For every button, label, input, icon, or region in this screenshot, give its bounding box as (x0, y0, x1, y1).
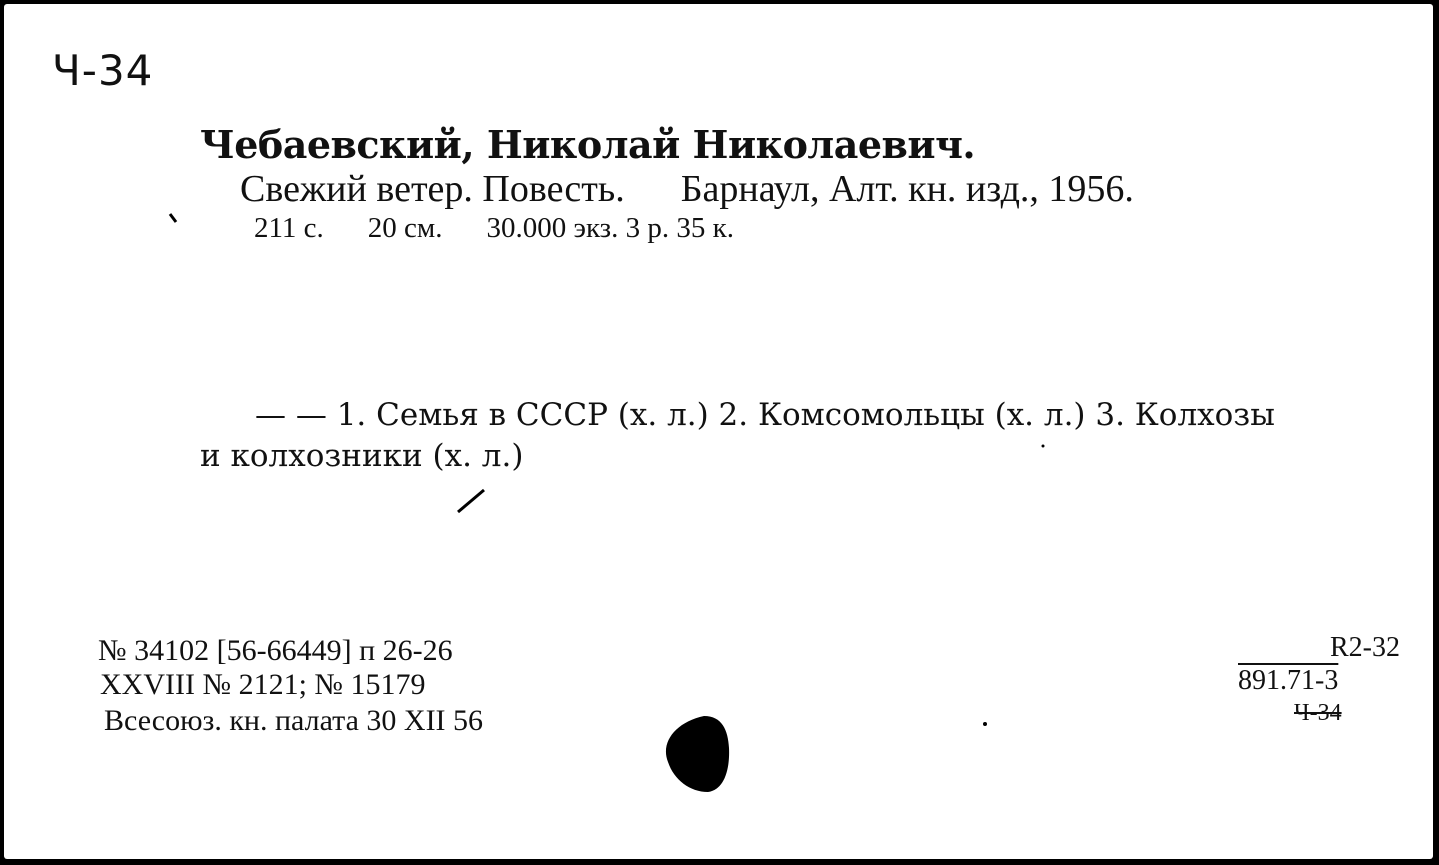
record-number-line: № 34102 [56-66449] п 26-26 (98, 634, 453, 667)
handwritten-call-number: Ч-34 (52, 46, 154, 95)
record-reference-line: XXVIII № 2121; № 15179 (100, 668, 426, 701)
classification-code-2: 891.71-3 (1238, 665, 1339, 696)
author-heading: Чебаевский, Николай Николаевич. (200, 122, 976, 167)
circulation-price: 30.000 экз. 3 р. 35 к. (486, 212, 734, 244)
classification-code-1: R2-32 (1330, 632, 1400, 663)
title-line (240, 170, 1134, 208)
classification-code-3: Ч-34 (1294, 700, 1342, 726)
physical-description (254, 214, 734, 243)
subject-headings-line-2: и колхозники (х. л.) (200, 438, 524, 474)
book-size: 20 см. (367, 212, 443, 244)
chamber-stamp-line: Всесоюз. кн. палата 30 XII 56 (104, 704, 484, 737)
subject-headings-line-1: — — 1. Семья в СССР (х. л.) 2. Комсомольцы (х. л.) 3. Колхозы (255, 397, 1275, 433)
book-title: Свежий ветер. Повесть. (240, 168, 625, 210)
page-count: 211 с. (254, 212, 324, 244)
imprint: Барнаул, Алт. кн. изд., 1956. (680, 168, 1134, 210)
